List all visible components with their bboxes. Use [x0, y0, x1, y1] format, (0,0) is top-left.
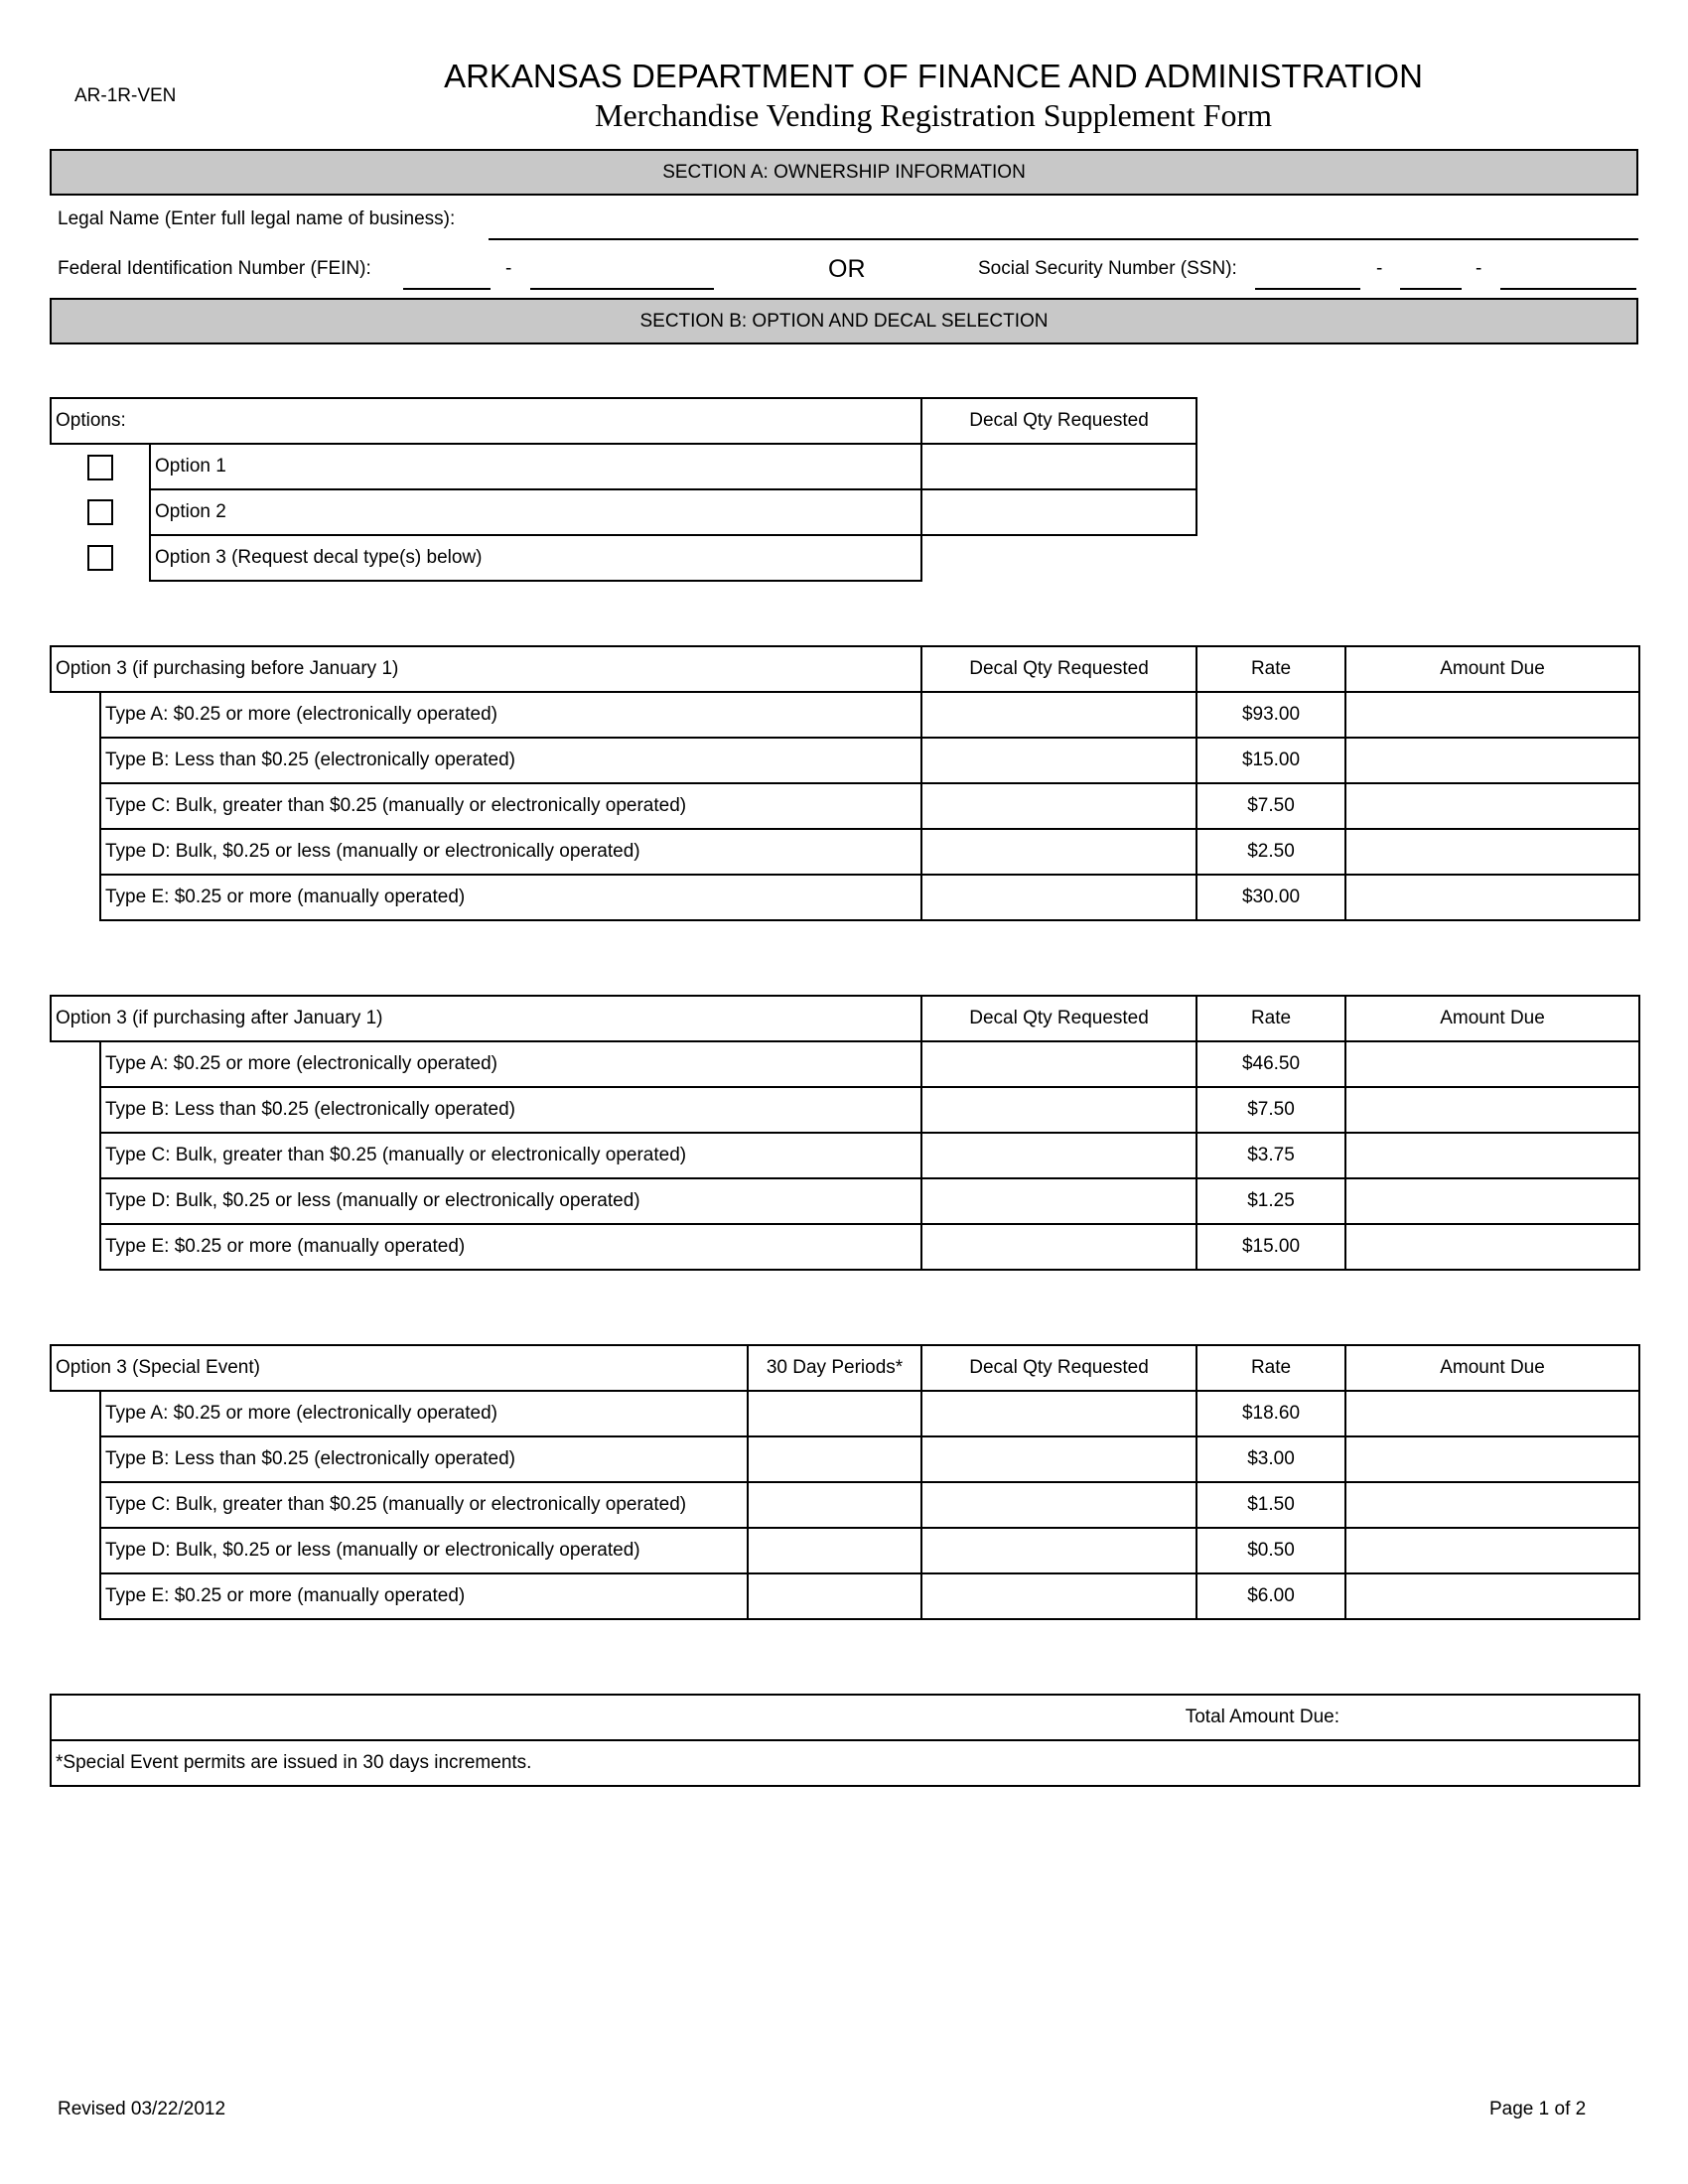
form-title: Merchandise Vending Registration Supplement Form — [595, 97, 1272, 133]
before-jan1-table — [50, 645, 1640, 921]
type-b-rate: $3.00 — [1196, 1436, 1345, 1482]
total-table — [50, 1694, 1640, 1787]
table-row — [51, 1573, 1639, 1619]
ssn-field-part2[interactable] — [1400, 288, 1462, 290]
type-b-amount[interactable] — [1345, 1436, 1639, 1482]
option-3-checkbox-cell — [51, 535, 150, 581]
type-e-periods[interactable] — [748, 1573, 921, 1619]
option-1-label: Option 1 — [150, 444, 921, 489]
type-a-label: Type A: $0.25 or more (electronically operated) — [100, 1041, 921, 1087]
table-row — [51, 1391, 1639, 1436]
type-b-periods[interactable] — [748, 1436, 921, 1482]
total-amount-field[interactable] — [1345, 1695, 1639, 1740]
type-b-qty[interactable] — [921, 1087, 1196, 1133]
type-a-label: Type A: $0.25 or more (electronically operated) — [100, 692, 921, 738]
type-e-amount[interactable] — [1345, 1224, 1639, 1270]
type-d-rate: $2.50 — [1196, 829, 1345, 875]
table-row — [51, 1224, 1639, 1270]
type-a-label: Type A: $0.25 or more (electronically operated) — [100, 1391, 748, 1436]
type-c-rate: $1.50 — [1196, 1482, 1345, 1528]
ssn-dash-1: - — [1376, 258, 1383, 279]
table-row — [51, 1436, 1639, 1482]
indent — [51, 783, 100, 829]
option-3-checkbox[interactable] — [87, 545, 113, 571]
special-header: Option 3 (Special Event) — [51, 1345, 748, 1391]
before-qty-header: Decal Qty Requested — [921, 646, 1196, 692]
option-3-label: Option 3 (Request decal type(s) below) — [150, 535, 921, 581]
fein-dash: - — [505, 258, 512, 279]
indent — [51, 1436, 100, 1482]
type-c-qty[interactable] — [921, 1482, 1196, 1528]
option-2-label: Option 2 — [150, 489, 921, 535]
legal-name-field[interactable] — [489, 238, 1638, 240]
type-e-label: Type E: $0.25 or more (manually operated) — [100, 875, 921, 920]
type-b-label: Type B: Less than $0.25 (electronically operated) — [100, 1087, 921, 1133]
type-d-label: Type D: Bulk, $0.25 or less (manually or electronically operated) — [100, 1178, 921, 1224]
fein-field-part1[interactable] — [403, 288, 491, 290]
type-a-amount[interactable] — [1345, 692, 1639, 738]
department-title: ARKANSAS DEPARTMENT OF FINANCE AND ADMINISTRATION — [444, 58, 1423, 94]
ssn-field-part1[interactable] — [1255, 288, 1360, 290]
option-2-checkbox-cell — [51, 489, 150, 535]
indent — [51, 1087, 100, 1133]
option-1-checkbox[interactable] — [87, 455, 113, 480]
type-c-amount[interactable] — [1345, 1133, 1639, 1178]
total-row — [51, 1695, 1639, 1740]
indent — [51, 1482, 100, 1528]
ssn-dash-2: - — [1476, 258, 1482, 279]
type-d-periods[interactable] — [748, 1528, 921, 1573]
type-e-label: Type E: $0.25 or more (manually operated) — [100, 1573, 748, 1619]
table-row — [51, 1178, 1639, 1224]
type-a-qty[interactable] — [921, 1041, 1196, 1087]
before-amount-header: Amount Due — [1345, 646, 1639, 692]
indent — [51, 1133, 100, 1178]
type-a-amount[interactable] — [1345, 1391, 1639, 1436]
type-e-amount[interactable] — [1345, 1573, 1639, 1619]
indent — [51, 829, 100, 875]
type-b-amount[interactable] — [1345, 1087, 1639, 1133]
option-2-qty-cell[interactable] — [921, 489, 1196, 535]
after-header-row — [51, 996, 1639, 1041]
options-header-row — [51, 398, 1196, 444]
special-rate-header: Rate — [1196, 1345, 1345, 1391]
option-1-qty-cell[interactable] — [921, 444, 1196, 489]
type-b-label: Type B: Less than $0.25 (electronically operated) — [100, 1436, 748, 1482]
indent — [51, 1573, 100, 1619]
special-periods-header: 30 Day Periods* — [748, 1345, 921, 1391]
total-amount-label: Total Amount Due: — [51, 1695, 1345, 1740]
special-qty-header: Decal Qty Requested — [921, 1345, 1196, 1391]
indent — [51, 875, 100, 920]
fein-field-part2[interactable] — [530, 288, 714, 290]
indent — [51, 1224, 100, 1270]
type-a-periods[interactable] — [748, 1391, 921, 1436]
type-a-amount[interactable] — [1345, 1041, 1639, 1087]
type-d-qty[interactable] — [921, 829, 1196, 875]
option-row — [51, 489, 1196, 535]
option-row — [51, 535, 1196, 581]
indent — [51, 1178, 100, 1224]
type-e-rate: $15.00 — [1196, 1224, 1345, 1270]
type-c-label: Type C: Bulk, greater than $0.25 (manually or electronically operated) — [100, 1482, 748, 1528]
before-header: Option 3 (if purchasing before January 1) — [51, 646, 921, 692]
indent — [51, 1041, 100, 1087]
ssn-field-part3[interactable] — [1500, 288, 1636, 290]
table-row — [51, 1133, 1639, 1178]
type-b-amount[interactable] — [1345, 738, 1639, 783]
type-d-qty[interactable] — [921, 1178, 1196, 1224]
section-a-header: SECTION A: OWNERSHIP INFORMATION — [50, 149, 1638, 196]
special-event-note: *Special Event permits are issued in 30 days increments. — [51, 1740, 1639, 1786]
option-row — [51, 444, 1196, 489]
type-d-rate: $0.50 — [1196, 1528, 1345, 1573]
type-d-amount[interactable] — [1345, 829, 1639, 875]
ssn-label: Social Security Number (SSN): — [978, 258, 1237, 279]
page-number: Page 1 of 2 — [1489, 2099, 1587, 2119]
indent — [51, 1528, 100, 1573]
indent — [51, 692, 100, 738]
type-d-label: Type D: Bulk, $0.25 or less (manually or electronically operated) — [100, 1528, 748, 1573]
type-d-amount[interactable] — [1345, 1528, 1639, 1573]
indent — [51, 1391, 100, 1436]
options-table — [50, 397, 1197, 582]
type-a-rate: $93.00 — [1196, 692, 1345, 738]
indent — [51, 738, 100, 783]
type-b-rate: $15.00 — [1196, 738, 1345, 783]
legal-name-label: Legal Name (Enter full legal name of business): — [58, 208, 456, 229]
after-header: Option 3 (if purchasing after January 1) — [51, 996, 921, 1041]
type-e-qty[interactable] — [921, 1573, 1196, 1619]
after-amount-header: Amount Due — [1345, 996, 1639, 1041]
type-d-label: Type D: Bulk, $0.25 or less (manually or electronically operated) — [100, 829, 921, 875]
type-c-qty[interactable] — [921, 783, 1196, 829]
table-row — [51, 829, 1639, 875]
type-a-qty[interactable] — [921, 1391, 1196, 1436]
form-code: AR-1R-VEN — [74, 85, 177, 106]
table-row — [51, 1482, 1639, 1528]
table-row — [51, 692, 1639, 738]
table-row — [51, 783, 1639, 829]
type-d-qty[interactable] — [921, 1528, 1196, 1573]
before-rate-header: Rate — [1196, 646, 1345, 692]
section-b-header: SECTION B: OPTION AND DECAL SELECTION — [50, 298, 1638, 344]
special-event-table — [50, 1344, 1640, 1620]
type-c-rate: $3.75 — [1196, 1133, 1345, 1178]
type-a-qty[interactable] — [921, 692, 1196, 738]
fein-label: Federal Identification Number (FEIN): — [58, 258, 371, 279]
type-a-rate: $18.60 — [1196, 1391, 1345, 1436]
after-rate-header: Rate — [1196, 996, 1345, 1041]
note-row — [51, 1740, 1639, 1786]
after-qty-header: Decal Qty Requested — [921, 996, 1196, 1041]
table-row — [51, 1528, 1639, 1573]
type-b-rate: $7.50 — [1196, 1087, 1345, 1133]
options-qty-header: Decal Qty Requested — [921, 398, 1196, 444]
before-header-row — [51, 646, 1639, 692]
option-1-checkbox-cell — [51, 444, 150, 489]
type-b-qty[interactable] — [921, 738, 1196, 783]
type-e-amount[interactable] — [1345, 875, 1639, 920]
option-2-checkbox[interactable] — [87, 499, 113, 525]
type-e-rate: $6.00 — [1196, 1573, 1345, 1619]
table-row — [51, 738, 1639, 783]
type-d-rate: $1.25 — [1196, 1178, 1345, 1224]
type-c-amount[interactable] — [1345, 783, 1639, 829]
type-c-amount[interactable] — [1345, 1482, 1639, 1528]
type-d-amount[interactable] — [1345, 1178, 1639, 1224]
options-header: Options: — [51, 398, 921, 444]
table-row — [51, 1041, 1639, 1087]
after-jan1-table — [50, 995, 1640, 1271]
special-header-row — [51, 1345, 1639, 1391]
table-row — [51, 1087, 1639, 1133]
or-separator: OR — [828, 255, 866, 283]
type-c-label: Type C: Bulk, greater than $0.25 (manually or electronically operated) — [100, 1133, 921, 1178]
special-amount-header: Amount Due — [1345, 1345, 1639, 1391]
type-b-label: Type B: Less than $0.25 (electronically operated) — [100, 738, 921, 783]
type-e-qty[interactable] — [921, 1224, 1196, 1270]
type-e-qty[interactable] — [921, 875, 1196, 920]
revised-date: Revised 03/22/2012 — [58, 2099, 226, 2119]
type-e-label: Type E: $0.25 or more (manually operated) — [100, 1224, 921, 1270]
type-b-qty[interactable] — [921, 1436, 1196, 1482]
type-c-rate: $7.50 — [1196, 783, 1345, 829]
type-e-rate: $30.00 — [1196, 875, 1345, 920]
type-c-qty[interactable] — [921, 1133, 1196, 1178]
type-c-periods[interactable] — [748, 1482, 921, 1528]
table-row — [51, 875, 1639, 920]
type-c-label: Type C: Bulk, greater than $0.25 (manually or electronically operated) — [100, 783, 921, 829]
type-a-rate: $46.50 — [1196, 1041, 1345, 1087]
option-3-blank — [921, 535, 1196, 581]
